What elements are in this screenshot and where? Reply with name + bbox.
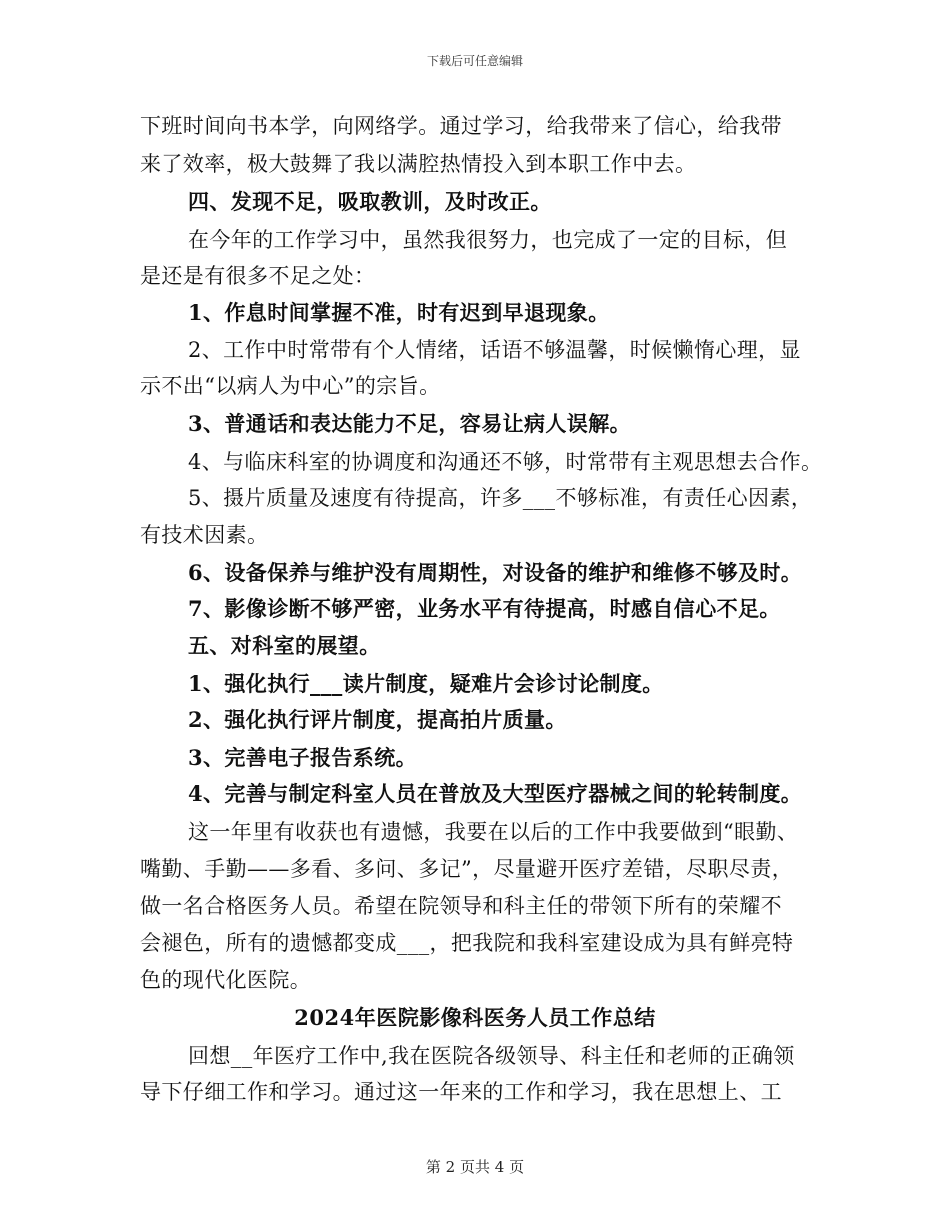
section-heading: 五、对科室的展望。 [188,633,381,658]
list-item: 5、摄片质量及速度有待提高，许多___不够标准，有责任心因素， [188,486,813,510]
paragraph-line: 这一年里有收获也有遗憾，我要在以后的工作中我要做到“眼勤、 [188,820,799,844]
paragraph-line: 下班时间向书本学，向网络学。通过学习，给我带来了信心，给我带 [140,114,782,138]
document-title: 2024年医院影像科医务人员工作总结 [294,1005,656,1030]
paragraph-line: 是还是有很多不足之处： [140,264,376,288]
paragraph-line: 色的现代化医院。 [140,968,312,992]
paragraph-line: 在今年的工作学习中，虽然我很努力，也完成了一定的目标，但 [188,228,788,252]
paragraph-line: 嘴勤、手勤——多看、多问、多记”，尽量避开医疗差错，尽职尽责， [140,857,794,881]
list-item: 2、强化执行评片制度，提高拍片质量。 [188,707,567,732]
list-item: 4、与临床科室的协调度和沟通还不够，时常带有主观思想去合作。 [188,450,823,474]
list-item: 4、完善与制定科室人员在普放及大型医疗器械之间的轮转制度。 [188,781,803,806]
list-item: 6、设备保养与维护没有周期性，对设备的维护和维修不够及时。 [188,560,803,585]
section-heading: 四、发现不足，吸取教训，及时改正。 [188,189,552,214]
list-item: 7、影像诊断不够严密，业务水平有待提高，时感自信心不足。 [188,596,781,621]
page-header: 下载后可任意编辑 [426,54,523,68]
paragraph-line: 回想__年医疗工作中,我在医院各级领导、科主任和老师的正确领 [188,1044,795,1068]
page-footer: 第 2 页共 4 页 [425,1158,525,1176]
list-item: 2、工作中时常带有个人情绪，话语不够温馨，时候懒惰心理，显 [188,338,801,362]
list-item: 3、普通话和表达能力不足，容易让病人误解。 [188,411,632,436]
paragraph-line: 来了效率，极大鼓舞了我以满腔热情投入到本职工作中去。 [140,152,697,176]
list-item: 1、作息时间掌握不准，时有迟到早退现象。 [188,300,610,325]
paragraph-line: 导下仔细工作和学习。通过这一年来的工作和学习，我在思想上、工 [140,1080,782,1104]
paragraph-line: 示不出“以病人为中心”的宗旨。 [140,374,441,398]
paragraph-line: 有技术因素。 [140,523,269,547]
paragraph-line: 做一名合格医务人员。希望在院领导和科主任的带领下所有的荣耀不 [140,894,782,918]
list-item: 1、强化执行___读片制度，疑难片会诊讨论制度。 [188,671,664,696]
paragraph-line: 会褪色，所有的遗憾都变成___，把我院和我科室建设成为具有鲜亮特 [140,931,794,955]
list-item: 3、完善电子报告系统。 [188,745,418,770]
